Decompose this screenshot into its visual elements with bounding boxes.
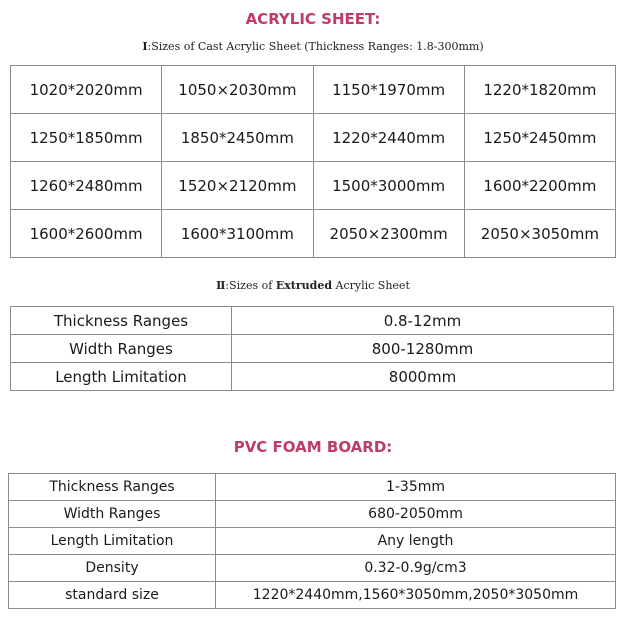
size-cell: 1220*1820mm [464, 66, 615, 114]
size-cell: 1220*2440mm [313, 114, 464, 162]
table-row [9, 474, 616, 501]
extruded-caption-post: Acrylic Sheet [332, 279, 410, 292]
spec-label: standard size [9, 582, 216, 609]
spec-label: Length Limitation [11, 363, 232, 391]
spec-label: Density [9, 555, 216, 582]
spec-value: 1220*2440mm,1560*3050mm,2050*3050mm [216, 582, 616, 609]
pvc-foam-board-heading: PVC FOAM BOARD: [233, 438, 393, 456]
size-cell: 1250*1850mm [11, 114, 162, 162]
spec-value: 680-2050mm [216, 501, 616, 528]
size-cell: 1260*2480mm [11, 162, 162, 210]
size-cell: 1520×2120mm [162, 162, 313, 210]
cast-caption-text: :Sizes of Cast Acrylic Sheet (Thickness Ranges: 1.8-300mm) [147, 40, 484, 53]
spec-label: Width Ranges [11, 335, 232, 363]
table-row [11, 363, 614, 391]
table-row [11, 307, 614, 335]
spec-value: 800-1280mm [232, 335, 614, 363]
size-cell: 1600*2600mm [11, 210, 162, 258]
size-cell: 1150*1970mm [313, 66, 464, 114]
spec-value: 0.32-0.9g/cm3 [216, 555, 616, 582]
size-cell: 1500*3000mm [313, 162, 464, 210]
extruded-caption-numeral: Ⅱ [216, 279, 226, 292]
cast-caption-numeral: Ⅰ [142, 40, 148, 53]
cast-acrylic-size-table [10, 65, 616, 258]
size-cell: 1600*3100mm [162, 210, 313, 258]
table-row [9, 501, 616, 528]
spec-label: Width Ranges [9, 501, 216, 528]
extruded-acrylic-caption [0, 279, 626, 292]
table-row [11, 335, 614, 363]
size-cell: 1600*2200mm [464, 162, 615, 210]
size-cell: 1250*2450mm [464, 114, 615, 162]
spec-value: 0.8-12mm [232, 307, 614, 335]
pvc-foam-board-spec-table [8, 473, 616, 609]
extruded-caption-bold: Extruded [275, 279, 333, 292]
size-cell: 2050×2300mm [313, 210, 464, 258]
table-row [9, 555, 616, 582]
size-cell: 1050×2030mm [162, 66, 313, 114]
spec-label: Thickness Ranges [11, 307, 232, 335]
spec-value: Any length [216, 528, 616, 555]
table-row [11, 210, 616, 258]
table-row [11, 66, 616, 114]
extruded-caption-pre: :Sizes of [225, 279, 276, 292]
spec-value: 8000mm [232, 363, 614, 391]
table-row [11, 114, 616, 162]
spec-value: 1-35mm [216, 474, 616, 501]
size-cell: 1020*2020mm [11, 66, 162, 114]
spec-label: Length Limitation [9, 528, 216, 555]
table-row [9, 528, 616, 555]
size-cell: 1850*2450mm [162, 114, 313, 162]
extruded-acrylic-spec-table [10, 306, 614, 391]
cast-acrylic-caption [0, 40, 626, 53]
spec-label: Thickness Ranges [9, 474, 216, 501]
size-cell: 2050×3050mm [464, 210, 615, 258]
table-row [11, 162, 616, 210]
acrylic-sheet-heading: ACRYLIC SHEET: [245, 10, 381, 28]
table-row [9, 582, 616, 609]
